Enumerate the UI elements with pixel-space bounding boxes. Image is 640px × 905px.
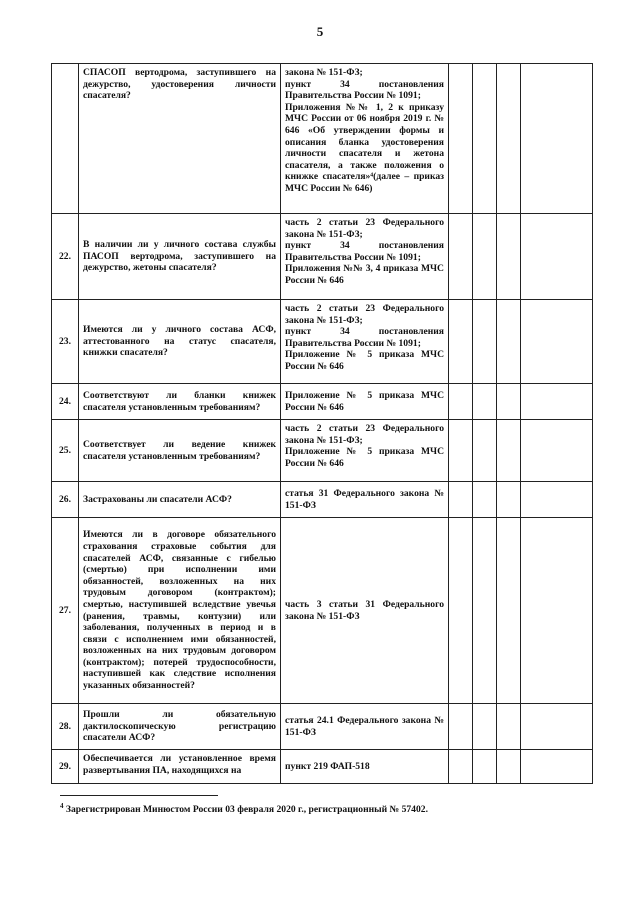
question-cell: СПАСОП вертодрома, заступившего на дежурство, удостоверения личности спасателя? [79,64,281,214]
reference-cell: часть 2 статьи 23 Федерального закона № 151-ФЗ; пункт 34 постановления Правительства России № 1091; Приложение № 5 приказа МЧС России № 646 [281,300,449,384]
question-cell: Имеются ли в договоре обязательного страхования страховые события для спасателей АСФ, связанные с гибелью (смертью) при исполнении ими обязанностей, возложенных на них трудовым договором (контрактом); смертью, наступившей вследствие увечья (ранения, травмы, контузии) или заболевания, полученных в период и в связи с исполнением ими обязанностей, возложенных на них трудовым договором (контрактом); потерей трудоспособности, наступившей как следствие исполнения указанных обязанностей? [79,518,281,704]
answer-na-cell [497,420,521,482]
notes-cell [521,704,593,750]
notes-cell [521,420,593,482]
notes-cell [521,300,593,384]
notes-cell [521,482,593,518]
answer-yes-cell [449,300,473,384]
answer-na-cell [497,384,521,420]
answer-na-cell [497,518,521,704]
question-cell: Застрахованы ли спасатели АСФ? [79,482,281,518]
reference-cell: закона № 151-ФЗ; пункт 34 постановления Правительства России № 1091; Приложения №№ 1, 2 к приказу МЧС России от 06 ноября 2019 г. № 646 «Об утверждении формы и описания бланка удостоверения личности спасателя и жетона спасателя, а также положения о книжке спасателя»⁴(далее – приказ МЧС России № 646) [281,64,449,214]
answer-na-cell [497,704,521,750]
row-number: 29. [52,750,79,784]
footnote-marker: 4 [60,802,64,810]
answer-no-cell [473,384,497,420]
reference-cell: часть 2 статьи 23 Федерального закона № 151-ФЗ; пункт 34 постановления Правительства России № 1091; Приложения №№ 3, 4 приказа МЧС России № 646 [281,214,449,300]
answer-yes-cell [449,214,473,300]
footnote [60,800,580,816]
reference-cell: Приложение № 5 приказа МЧС России № 646 [281,384,449,420]
table-row [52,482,593,518]
row-number: 27. [52,518,79,704]
answer-no-cell [473,750,497,784]
table-row [52,384,593,420]
notes-cell [521,518,593,704]
answer-no-cell [473,64,497,214]
question-cell: Имеются ли у личного состава АСФ, аттестованного на статус спасателя, книжки спасателя? [79,300,281,384]
answer-na-cell [497,214,521,300]
reference-cell: статья 24.1 Федерального закона № 151-ФЗ [281,704,449,750]
answer-no-cell [473,420,497,482]
answer-yes-cell [449,420,473,482]
notes-cell [521,384,593,420]
row-number: 26. [52,482,79,518]
table-row [52,64,593,214]
table-row [52,750,593,784]
notes-cell [521,214,593,300]
answer-yes-cell [449,518,473,704]
answer-no-cell [473,704,497,750]
table-row [52,420,593,482]
footnote-divider [60,795,218,796]
answer-no-cell [473,518,497,704]
question-cell: Обеспечивается ли установленное время развертывания ПА, находящихся на [79,750,281,784]
page-number: 5 [316,24,324,39]
row-number: 24. [52,384,79,420]
table-row [52,300,593,384]
row-number: 23. [52,300,79,384]
answer-na-cell [497,482,521,518]
answer-no-cell [473,482,497,518]
answer-na-cell [497,300,521,384]
answer-na-cell [497,64,521,214]
question-cell: В наличии ли у личного состава службы ПАСОП вертодрома, заступившего на дежурство, жетоны спасателя? [79,214,281,300]
answer-na-cell [497,750,521,784]
table-row [52,704,593,750]
row-number: 22. [52,214,79,300]
table-row [52,518,593,704]
reference-cell: часть 3 статьи 31 Федерального закона № 151-ФЗ [281,518,449,704]
notes-cell [521,750,593,784]
answer-yes-cell [449,384,473,420]
answer-no-cell [473,300,497,384]
footnote-text: Зарегистрирован Минюстом России 03 февраля 2020 г., регистрационный № 57402. [65,804,428,816]
reference-cell: часть 2 статьи 23 Федерального закона № 151-ФЗ; Приложение № 5 приказа МЧС России № 646 [281,420,449,482]
row-number [52,64,79,214]
question-cell: Соответствуют ли бланки книжек спасателя установленным требованиям? [79,384,281,420]
answer-yes-cell [449,704,473,750]
notes-cell [521,64,593,214]
question-cell: Прошли ли обязательную дактилоскопическую регистрацию спасатели АСФ? [79,704,281,750]
table-row [52,214,593,300]
answer-yes-cell [449,64,473,214]
checklist-table [51,63,593,784]
reference-cell: статья 31 Федерального закона № 151-ФЗ [281,482,449,518]
answer-no-cell [473,214,497,300]
reference-cell: пункт 219 ФАП-518 [281,750,449,784]
answer-yes-cell [449,482,473,518]
row-number: 25. [52,420,79,482]
row-number: 28. [52,704,79,750]
question-cell: Соответствует ли ведение книжек спасателя установленным требованиям? [79,420,281,482]
answer-yes-cell [449,750,473,784]
